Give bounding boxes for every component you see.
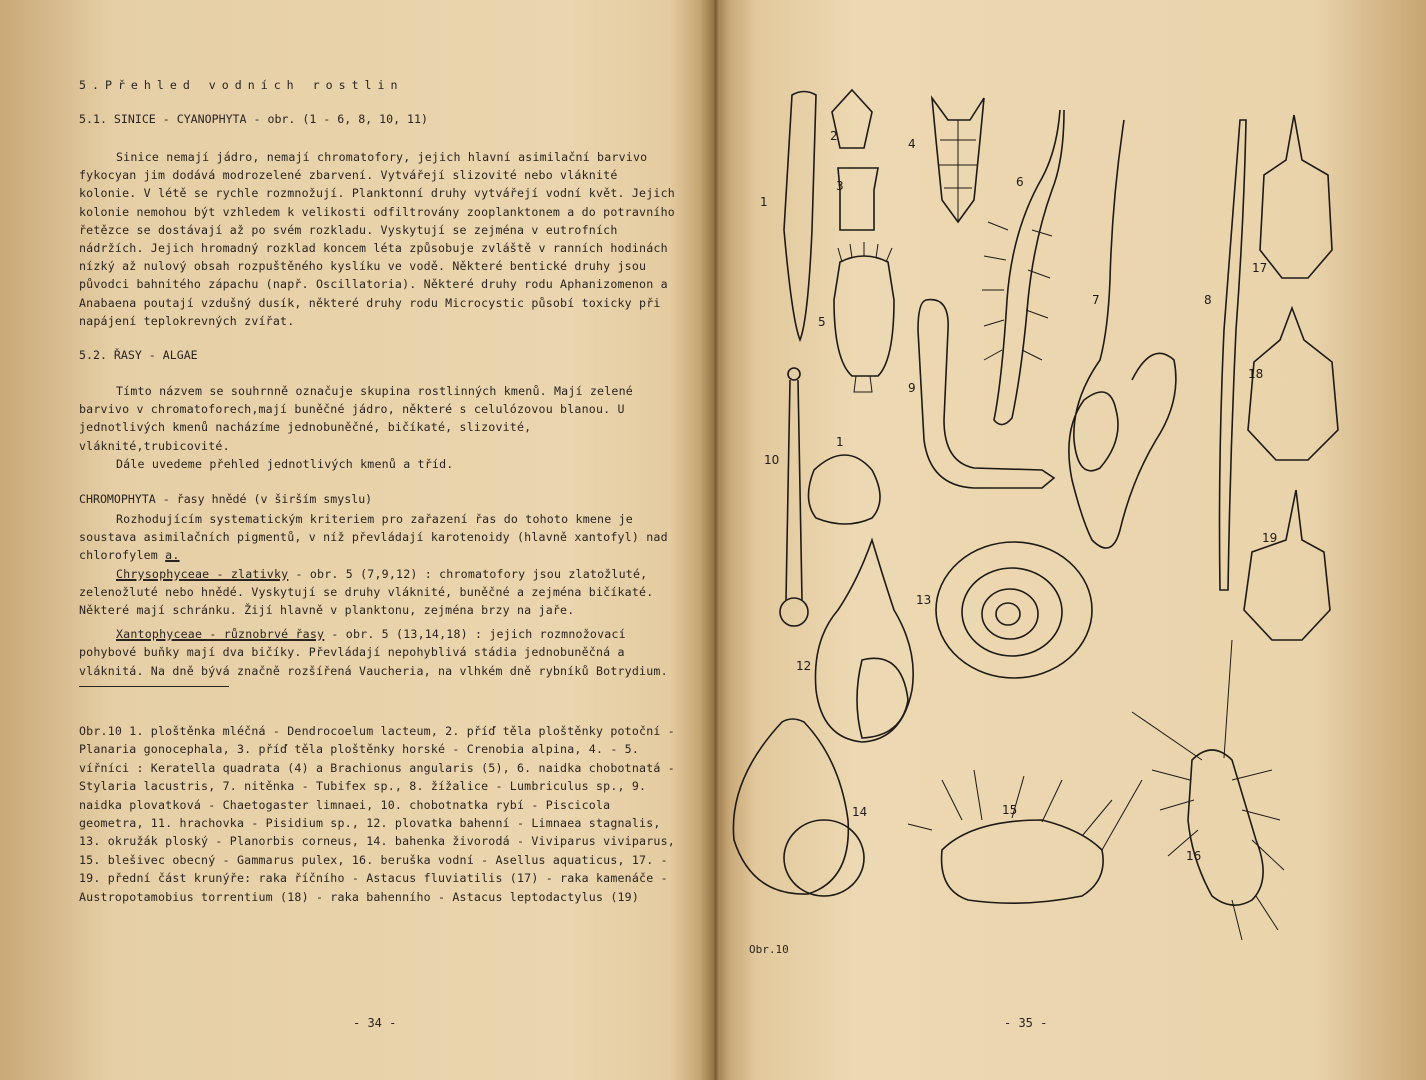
paragraph-sinice — [79, 148, 675, 330]
label-7: 7 — [1092, 293, 1100, 307]
gammarus-legs — [908, 770, 1142, 850]
austropotamobius-18 — [1248, 308, 1338, 460]
piscicola-sucker-top — [788, 368, 800, 380]
label-10: 10 — [764, 453, 780, 467]
keratella-plates — [938, 120, 978, 222]
astacus-17 — [1260, 115, 1332, 278]
figure-caption-text: Obr.10 1. ploštěnka mléčná - Dendrocoelum lacteum, 2. příď těla ploštěnky potoční - Planaria gonocephala, 3. příď těla ploštěnky horské - Crenobia alpina, 4. - 5. vířníci : Keratella quadrata (4) a Brachionus angularis (5), 6. naidka chobotnatá - Stylaria lacustris, 7. nitěnka - Tubifex sp., 8. žížalice - Lumbriculus sp., 9. naidka plovatková - Chaetogaster limnaei, 10. chobotnatka rybí - Piscicola geometra, 11. hrachovka - Pisidium sp., 12. plovatka bahenní - Limnaea stagnalis, 13. okružák ploský - Planorbis corneus, 14. bahenka živorodá - Viviparus viviparus, 15. blešivec obecný - Gammarus pulex, 16. beruška vodní - Asellus aquaticus, 17. - 19. přední část krunýře: raka říčního - Astacus fluviatilis (17) - raka kamenáče - Austropotamobius torrentium (18) - raka bahenního - Astacus leptodactylus (19) — [79, 724, 675, 904]
piscicola-10 — [786, 380, 802, 600]
astacus-19 — [1244, 490, 1330, 640]
label-13: 13 — [916, 593, 932, 607]
label-17: 17 — [1252, 261, 1268, 275]
right-page — [712, 0, 1426, 1080]
label-1: 1 — [760, 195, 768, 209]
planaria-head-2 — [832, 90, 872, 148]
paragraph-rasy-text2: Dále uvedeme přehled jednotlivých kmenů a tříd. — [116, 456, 454, 471]
page-number-left: - 34 - — [353, 1016, 397, 1030]
pisidium-11 — [808, 455, 880, 524]
label-15: 15 — [1002, 803, 1018, 817]
page-number-right: - 35 - — [1004, 1016, 1048, 1030]
xantophyceae-text: - obr. 5 (13,14,18) : jejich rozmnožovací pohybové buňky mají dva bičíky. Převládají nepohyblivá stádia jednobuněčná a vláknitá. Na dně bývá značně rozšířená Vaucheria, na vlhkém dně rybníků Botrydium. — [79, 627, 668, 678]
chrysophyceae-text: - obr. 5 (7,9,12) : chromatofory jsou zlatožluté, zelenožluté nebo hnědé. Vyskytují se druhy vláknité, buněčné a zejména bičíkaté. Některé mají schránku. Žijí hlavně v planktonu, zejména brzy na jaře. — [79, 566, 654, 618]
planorbis-whorl-2 — [982, 589, 1038, 639]
chrysophyceae-name: Chrysophyceae - zlativky — [116, 566, 289, 581]
chromophyta-heading: CHROMOPHYTA - řasy hnědé (v širším smyslu) — [79, 492, 373, 506]
tubifex-7 — [1069, 120, 1176, 548]
stylaria-6 — [994, 110, 1064, 425]
planorbis-13 — [936, 542, 1092, 678]
chromophyta-text-body: Rozhodujícím systematickým kriteriem pro zařazení řas do tohoto kmene je soustava asimilačních pigmentů, v níž převládají karotenoidy (hlavně xantofyl) nad chlorofylem — [79, 512, 668, 563]
label-5: 5 — [818, 315, 826, 329]
section-heading-rasy: 5.2. ŘASY - ALGAE — [79, 348, 198, 362]
planorbis-whorl-3 — [996, 603, 1020, 625]
label-9: 9 — [908, 381, 916, 395]
paragraph-rasy — [79, 382, 675, 473]
crenobia-head-3 — [838, 168, 878, 230]
asellus-16 — [1188, 750, 1263, 905]
label-19: 19 — [1262, 531, 1278, 545]
label-6: 6 — [1016, 175, 1024, 189]
label-4: 4 — [908, 137, 916, 151]
label-18: 18 — [1248, 367, 1264, 381]
label-16: 16 — [1186, 849, 1202, 863]
label-3: 3 — [836, 179, 844, 193]
limnaea-12 — [815, 540, 913, 742]
label-14: 14 — [852, 805, 868, 819]
label-2: 2 — [830, 129, 838, 143]
chromophyta-a: a. — [165, 548, 180, 563]
left-page — [0, 0, 712, 1080]
xantophyceae-paragraph — [79, 625, 675, 680]
stylaria-setae — [982, 222, 1052, 360]
chromophyta-text — [79, 510, 675, 565]
limnaea-aperture — [857, 658, 908, 738]
label-11: 1 — [836, 435, 844, 449]
asellus-legs — [1132, 640, 1284, 940]
planorbis-whorl-1 — [962, 568, 1062, 656]
chrysophyceae-paragraph — [79, 565, 675, 620]
viviparus-aperture — [784, 820, 864, 896]
footnote-rule — [79, 686, 229, 687]
label-12: 12 — [796, 659, 812, 673]
xantophyceae-name: Xantophyceae - různobrvé řasy — [116, 627, 325, 642]
flatworm-1 — [784, 92, 816, 341]
paragraph-rasy-text: Tímto názvem se souhrnně označuje skupina rostlinných kmenů. Mají zelené barvivo v chromatoforech,mají buněčné jádro, některé s celulózovou blanou. U jednotlivých kmenů nacházíme jednobuněčné, bičíkaté, slizovité, vláknité,trubicovité. — [79, 384, 633, 453]
lumbriculus-8 — [1220, 120, 1247, 590]
gammarus-15 — [942, 820, 1104, 903]
chaetogaster-9 — [918, 300, 1054, 488]
label-8: 8 — [1204, 293, 1212, 307]
piscicola-sucker-bottom — [780, 598, 808, 626]
brachionus-5 — [834, 256, 894, 376]
chapter-heading: 5.Přehled vodních rostlin — [79, 78, 404, 92]
figure-illustrations — [712, 0, 1426, 1080]
section-heading-sinice: 5.1. SINICE - CYANOPHYTA - obr. (1 - 6, 8, 10, 11) — [79, 112, 429, 126]
figure-caption-label: Obr.10 — [749, 943, 789, 956]
paragraph-sinice-text: Sinice nemají jádro, nemají chromatofory, jejich hlavní asimilační barvivo fykocyan jim dodává modrozelené zbarvení. Vytvářejí slizovité nebo vláknité kolonie. V létě se rychle rozmnožují. Planktonní druhy vytvářejí vodní květ. Jejich kolonie nemohou být vzhledem k velikosti odfiltrovány zooplanktonem a do potravního řetězce se dostávají až po svém rozkladu. Vyskytují se zejména v eutrofních nádržích. Jejich hromadný rozklad koncem léta způsobuje zvláště v ranních hodinách nízký až nulový obsah rozpuštěného kyslíku ve vodě. Některé bentické druhy jsou původci bahnitého zápachu (např. Oscillatoria). Některé druhy rodu Aphanizomenon a Anabaena poutají vzdušný dusík, některé druhy rodu Microcystic působí toxicky při napájení teplokrevných zvířat. — [79, 150, 675, 328]
paragraph-chromophyta — [79, 510, 675, 680]
viviparus-14 — [733, 719, 848, 894]
